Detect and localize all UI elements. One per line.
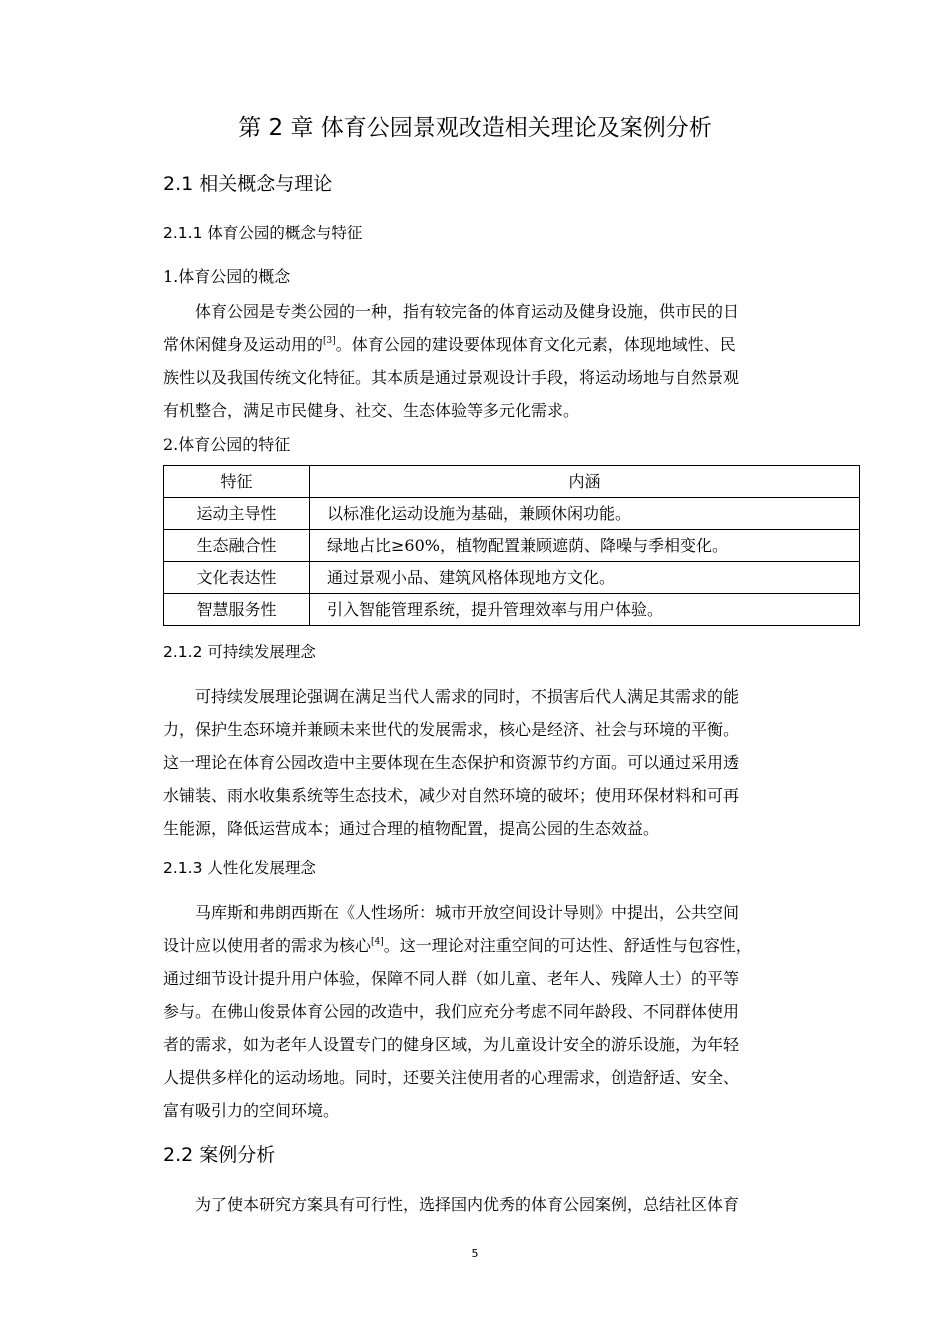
table-cell-feature: 生态融合性 — [164, 530, 310, 562]
section-heading-2-1: 2.1 相关概念与理论 — [163, 173, 333, 195]
text-line — [163, 929, 859, 962]
table-row — [164, 594, 860, 626]
table-row — [164, 498, 860, 530]
text-fragment: 设计应以使用者的需求为核心 — [163, 936, 372, 955]
table-cell-meaning: 以标准化运动设施为基础，兼顾休闲功能。 — [310, 498, 860, 530]
text-line: 力，保护生态环境并兼顾未来世代的发展需求，核心是经济、社会与环境的平衡。 — [163, 720, 740, 739]
text-fragment: 常休闲健身及运动用的 — [163, 335, 324, 354]
text-line: 人提供多样化的运动场地。同时，还要关注使用者的心理需求，创造舒适、安全、 — [163, 1068, 740, 1087]
table-row — [164, 530, 860, 562]
text-line: 者的需求，如为老年人设置专门的健身区域，为儿童设计安全的游乐设施，为年轻 — [163, 1035, 740, 1054]
text-line: 水铺装、雨水收集系统等生态技术，减少对自然环境的破坏；使用环保材料和可再 — [163, 786, 740, 805]
table-cell-feature: 运动主导性 — [164, 498, 310, 530]
paragraph-case-analysis — [163, 1188, 859, 1221]
column-header-feature: 特征 — [164, 466, 310, 498]
citation-ref: [3] — [323, 336, 336, 346]
section-heading-2-2: 2.2 案例分析 — [163, 1144, 276, 1166]
text-line — [163, 328, 859, 361]
chapter-title: 第 2 章 体育公园景观改造相关理论及案例分析 — [238, 115, 712, 141]
text-line: 可持续发展理论强调在满足当代人需求的同时，不损害后代人满足其需求的能 — [195, 687, 740, 706]
table-cell-feature: 智慧服务性 — [164, 594, 310, 626]
text-line: 族性以及我国传统文化特征。其本质是通过景观设计手段，将运动场地与自然景观 — [163, 368, 740, 387]
paragraph-park-concept — [163, 295, 859, 427]
text-line: 马库斯和弗朗西斯在《人性场所：城市开放空间设计导则》中提出，公共空间 — [195, 903, 740, 922]
table-header-row — [164, 466, 860, 498]
text-fragment: 。体育公园的建设要体现体育文化元素，体现地域性、民 — [335, 335, 736, 354]
page-number: 5 — [471, 1247, 479, 1260]
text-line: 这一理论在体育公园改造中主要体现在生态保护和资源节约方面。可以通过采用透 — [163, 753, 740, 772]
text-line: 参与。在佛山俊景体育公园的改造中，我们应充分考虑不同年龄段、不同群体使用 — [163, 1002, 740, 1021]
item-heading-concept: 1.体育公园的概念 — [163, 267, 291, 286]
item-heading-features: 2.体育公园的特征 — [163, 435, 291, 454]
table-cell-feature: 文化表达性 — [164, 562, 310, 594]
citation-ref: [4] — [371, 937, 384, 947]
text-line: 富有吸引力的空间环境。 — [163, 1101, 340, 1120]
table-cell-meaning: 通过景观小品、建筑风格体现地方文化。 — [310, 562, 860, 594]
paragraph-humanized — [163, 896, 859, 1127]
section-heading-2-1-1: 2.1.1 体育公园的概念与特征 — [163, 224, 363, 242]
table-row — [164, 562, 860, 594]
table-cell-meaning: 绿地占比≥60%，植物配置兼顾遮荫、降噪与季相变化。 — [310, 530, 860, 562]
text-line: 通过细节设计提升用户体验，保障不同人群（如儿童、老年人、残障人士）的平等 — [163, 969, 740, 988]
features-table — [163, 465, 860, 626]
text-fragment: 。这一理论对注重空间的可达性、舒适性与包容性， — [383, 936, 752, 955]
text-line: 为了使本研究方案具有可行性，选择国内优秀的体育公园案例，总结社区体育 — [195, 1195, 740, 1214]
text-line: 生能源，降低运营成本；通过合理的植物配置，提高公园的生态效益。 — [163, 819, 660, 838]
text-line: 体育公园是专类公园的一种，指有较完备的体育运动及健身设施，供市民的日 — [195, 302, 740, 321]
table-cell-meaning: 引入智能管理系统，提升管理效率与用户体验。 — [310, 594, 860, 626]
section-heading-2-1-3: 2.1.3 人性化发展理念 — [163, 859, 316, 877]
text-line: 有机整合，满足市民健身、社交、生态体验等多元化需求。 — [163, 401, 580, 420]
section-heading-2-1-2: 2.1.2 可持续发展理念 — [163, 643, 316, 661]
column-header-meaning: 内涵 — [310, 466, 860, 498]
paragraph-sustainable — [163, 680, 859, 845]
